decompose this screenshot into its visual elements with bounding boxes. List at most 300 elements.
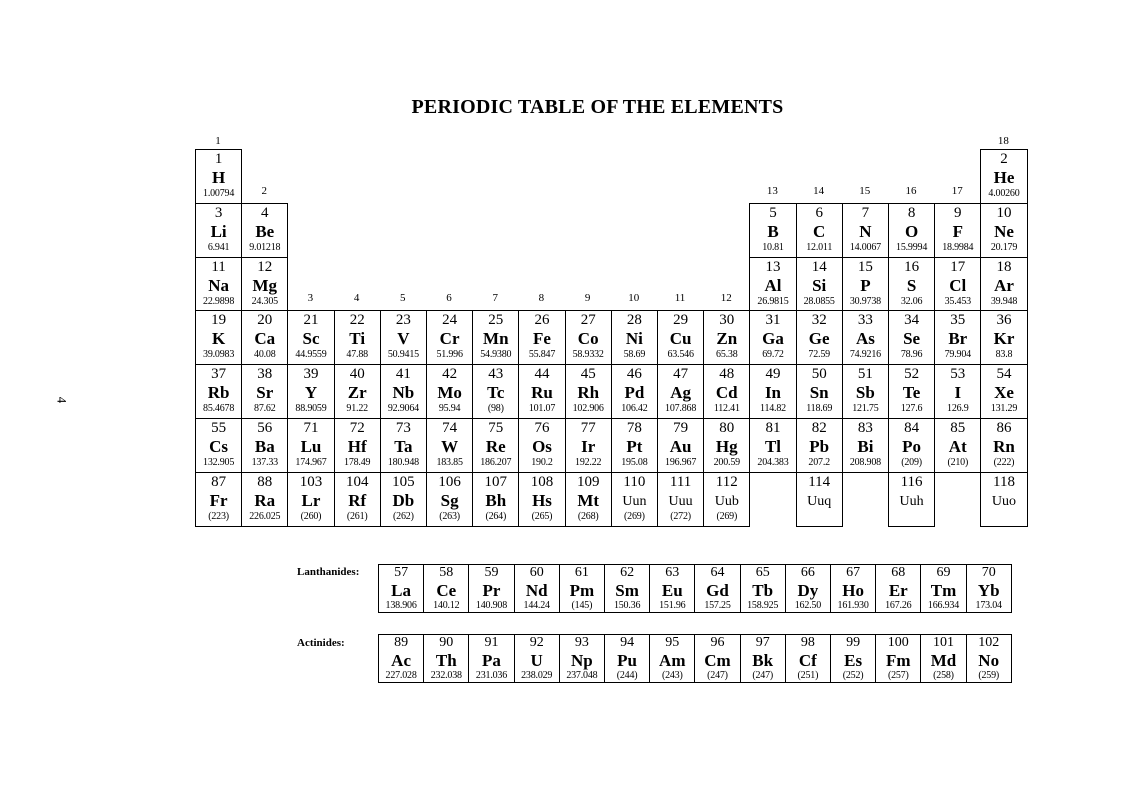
element-symbol: Li <box>210 221 227 241</box>
element-cell-uub <box>703 472 750 527</box>
page-title: PERIODIC TABLE OF THE ELEMENTS <box>411 96 784 118</box>
atomic-mass: 58.69 <box>623 349 646 361</box>
element-symbol: As <box>855 329 875 349</box>
atomic-number: 67 <box>846 565 861 580</box>
group-label-18: 18 <box>997 135 1009 147</box>
atomic-number: 52 <box>904 366 920 383</box>
atomic-mass: 112.41 <box>713 403 740 415</box>
atomic-mass: 58.9332 <box>572 349 604 361</box>
atomic-mass: 15.9994 <box>896 241 928 253</box>
element-cell-k <box>195 310 242 365</box>
element-symbol: Hf <box>347 437 367 456</box>
atomic-mass: 226.025 <box>249 510 281 522</box>
atomic-number: 19 <box>211 312 227 329</box>
atomic-number: 51 <box>857 366 873 383</box>
element-cell-at <box>934 418 981 473</box>
element-cell-cd <box>703 364 750 419</box>
element-symbol: Ca <box>254 329 276 349</box>
atomic-number: 26 <box>534 312 550 329</box>
element-symbol: Am <box>659 651 686 670</box>
atomic-number: 36 <box>996 312 1012 329</box>
element-cell-te <box>888 364 935 419</box>
atomic-mass: (269) <box>716 510 738 522</box>
atomic-number: 64 <box>710 565 725 580</box>
element-cell-hs <box>518 472 565 527</box>
element-symbol: Br <box>948 329 968 349</box>
element-cell-o <box>888 203 935 258</box>
element-cell-eu <box>649 564 695 613</box>
atomic-mass: (209) <box>901 457 922 468</box>
element-symbol: Cf <box>798 651 817 670</box>
atomic-mass: 28.0855 <box>803 295 835 307</box>
element-cell-pr <box>468 564 514 613</box>
atomic-mass: (247) <box>752 670 774 681</box>
element-symbol: Kr <box>993 329 1015 349</box>
element-cell-hf <box>334 418 381 473</box>
atomic-mass: 91.22 <box>346 403 368 415</box>
element-cell-u <box>514 634 560 683</box>
element-symbol: H <box>211 168 226 187</box>
atomic-number: 81 <box>765 420 781 436</box>
element-symbol: Rn <box>993 437 1015 456</box>
element-cell-fr <box>195 472 242 527</box>
element-symbol: Er <box>888 581 908 600</box>
atomic-mass: 50.9415 <box>387 349 419 361</box>
atomic-number: 45 <box>580 366 596 383</box>
element-symbol: Se <box>903 329 921 349</box>
element-symbol: Pm <box>569 581 595 600</box>
atomic-number: 62 <box>620 565 635 580</box>
atomic-mass: 140.908 <box>475 600 508 611</box>
element-symbol: Uun <box>622 493 647 509</box>
atomic-mass: 78.96 <box>900 349 923 361</box>
atomic-number: 102 <box>978 635 1000 650</box>
element-symbol: Zr <box>347 383 367 403</box>
element-symbol: Fe <box>533 329 551 349</box>
atomic-number: 100 <box>887 635 909 650</box>
element-symbol: Al <box>764 275 782 295</box>
atomic-mass: 196.967 <box>665 457 697 468</box>
atomic-number: 10 <box>996 204 1012 221</box>
element-symbol: Cl <box>949 275 967 295</box>
element-symbol: Lr <box>301 490 321 510</box>
element-cell-cu <box>657 310 704 365</box>
element-cell-np <box>559 634 605 683</box>
atomic-mass: 192.22 <box>575 457 602 468</box>
element-symbol: Ta <box>394 437 413 456</box>
element-cell-na <box>195 257 242 312</box>
group-label-1: 1 <box>215 135 221 147</box>
element-symbol: Ge <box>808 329 830 349</box>
atomic-mass: 54.9380 <box>480 349 512 361</box>
atomic-number: 5 <box>769 204 777 221</box>
element-cell-in <box>749 364 796 419</box>
element-cell-ne <box>980 203 1027 258</box>
element-cell-w <box>426 418 473 473</box>
element-cell-si <box>796 257 843 312</box>
atomic-mass: 158.925 <box>747 600 779 611</box>
atomic-mass: (263) <box>439 510 460 522</box>
element-symbol: Rf <box>348 490 367 510</box>
atomic-mass: 6.941 <box>207 241 230 253</box>
element-cell-uuo <box>980 472 1027 527</box>
atomic-mass: (243) <box>661 670 683 681</box>
atomic-mass: (210) <box>947 457 969 468</box>
atomic-number: 54 <box>996 366 1012 383</box>
element-cell-rf <box>334 472 381 527</box>
element-cell-pm <box>559 564 605 613</box>
atomic-mass: (259) <box>978 670 1000 681</box>
atomic-mass: 180.948 <box>387 457 419 468</box>
element-cell-bi <box>842 418 889 473</box>
element-cell-nd <box>514 564 560 613</box>
group-label-16: 16 <box>905 184 917 197</box>
element-cell-no <box>966 634 1012 683</box>
atomic-mass: 208.908 <box>849 457 881 468</box>
group-label-4: 4 <box>353 292 360 305</box>
atomic-number: 38 <box>257 366 273 383</box>
atomic-mass: 183.85 <box>436 457 463 468</box>
element-cell-cl <box>934 257 981 312</box>
atomic-number: 103 <box>299 473 323 490</box>
atomic-number: 86 <box>996 420 1012 436</box>
element-cell-nb <box>380 364 427 419</box>
element-symbol: Eu <box>661 581 683 600</box>
atomic-number: 40 <box>349 366 365 383</box>
element-cell-p <box>842 257 889 312</box>
atomic-number: 65 <box>755 565 770 580</box>
element-cell-c <box>796 203 843 258</box>
atomic-number: 83 <box>857 420 873 436</box>
element-symbol: Rb <box>207 383 230 403</box>
element-cell-pa <box>468 634 514 683</box>
element-cell-re <box>472 418 519 473</box>
element-cell-au <box>657 418 704 473</box>
atomic-number: 112 <box>715 473 738 490</box>
element-cell-h <box>195 149 242 204</box>
atomic-number: 101 <box>932 635 954 650</box>
group-label-5: 5 <box>400 292 406 305</box>
atomic-mass: (223) <box>208 510 229 522</box>
element-symbol: Ni <box>625 329 643 349</box>
element-cell-yb <box>966 564 1012 613</box>
element-symbol: N <box>859 221 872 241</box>
atomic-number: 72 <box>349 420 365 436</box>
atomic-number: 16 <box>904 258 920 275</box>
element-symbol: Md <box>930 651 957 670</box>
atomic-number: 35 <box>950 312 966 329</box>
atomic-number: 69 <box>936 565 951 580</box>
element-symbol: Pr <box>482 581 501 600</box>
element-symbol: Tb <box>752 581 774 600</box>
atomic-number: 7 <box>861 204 870 221</box>
element-symbol: Cm <box>704 651 731 670</box>
atomic-number: 89 <box>394 635 409 650</box>
atomic-number: 44 <box>534 366 550 383</box>
element-symbol: Mo <box>437 383 462 403</box>
atomic-mass: 65.38 <box>716 349 738 361</box>
atomic-number: 66 <box>800 565 815 580</box>
element-symbol: Ac <box>391 651 411 670</box>
atomic-mass: 227.028 <box>385 670 417 681</box>
element-cell-zn <box>703 310 750 365</box>
atomic-number: 15 <box>857 258 873 275</box>
element-symbol: Mg <box>252 275 278 295</box>
atomic-mass: 79.904 <box>944 349 971 361</box>
element-symbol: Na <box>208 275 229 295</box>
element-symbol: S <box>906 275 917 295</box>
atomic-mass: (258) <box>933 670 954 681</box>
atomic-mass: 131.29 <box>990 403 1018 415</box>
element-symbol: Os <box>532 437 552 456</box>
group-label-7: 7 <box>492 292 498 305</box>
atomic-mass: 137.33 <box>251 457 278 468</box>
element-symbol: Bk <box>752 651 774 670</box>
atomic-mass: 161.930 <box>837 600 869 611</box>
atomic-number: 18 <box>996 258 1012 275</box>
atomic-number: 93 <box>574 635 589 650</box>
element-cell-br <box>934 310 981 365</box>
atomic-number: 106 <box>438 473 461 490</box>
element-symbol: Ir <box>581 437 596 456</box>
element-cell-kr <box>980 310 1027 365</box>
atomic-number: 37 <box>211 366 227 383</box>
element-cell-er <box>875 564 921 613</box>
atomic-mass: 237.048 <box>566 670 598 681</box>
atomic-number: 58 <box>439 565 454 580</box>
atomic-number: 85 <box>950 420 966 436</box>
element-symbol: Nd <box>525 581 548 600</box>
element-cell-uuq <box>796 472 843 527</box>
element-symbol: W <box>441 437 459 456</box>
element-cell-rb <box>195 364 242 419</box>
atomic-mass: 92.9064 <box>387 403 419 415</box>
atomic-number: 31 <box>765 312 781 329</box>
element-symbol: Sc <box>302 329 320 349</box>
element-cell-ta <box>380 418 427 473</box>
atomic-number: 48 <box>719 366 735 383</box>
atomic-number: 3 <box>214 204 223 221</box>
element-symbol: Cd <box>715 383 738 403</box>
atomic-number: 43 <box>488 366 504 383</box>
element-symbol: He <box>993 168 1015 187</box>
element-symbol: Po <box>902 437 922 456</box>
atomic-number: 94 <box>620 635 635 650</box>
element-symbol: Ag <box>670 383 691 403</box>
atomic-mass: 107.868 <box>665 403 697 415</box>
atomic-number: 23 <box>395 312 411 329</box>
atomic-mass: 174.967 <box>295 457 327 468</box>
element-cell-tm <box>920 564 966 613</box>
atomic-number: 17 <box>950 258 966 275</box>
element-cell-cs <box>195 418 242 473</box>
element-symbol: Pu <box>617 651 638 670</box>
group-label-8: 8 <box>538 292 545 305</box>
atomic-mass: 167.26 <box>885 600 912 611</box>
element-cell-uuh <box>888 472 935 527</box>
atomic-mass: 231.036 <box>475 670 508 681</box>
atomic-number: 108 <box>530 473 554 490</box>
atomic-mass: 35.453 <box>944 295 971 307</box>
atomic-number: 99 <box>846 635 861 650</box>
element-symbol: Co <box>577 329 599 349</box>
atomic-mass: 85.4678 <box>203 403 235 415</box>
element-cell-ba <box>241 418 288 473</box>
atomic-number: 110 <box>623 473 646 490</box>
element-symbol: Mt <box>577 490 600 510</box>
atomic-mass: 18.9984 <box>942 241 974 253</box>
atomic-number: 12 <box>257 258 273 275</box>
atomic-mass: (252) <box>842 670 864 681</box>
element-cell-sm <box>604 564 650 613</box>
atomic-mass: 39.0983 <box>203 349 235 361</box>
atomic-number: 97 <box>755 635 770 650</box>
atomic-number: 24 <box>442 312 458 329</box>
element-symbol: Au <box>669 437 692 456</box>
element-symbol: Cs <box>209 437 229 456</box>
element-symbol: Pd <box>624 383 645 403</box>
element-cell-tl <box>749 418 796 473</box>
atomic-number: 60 <box>529 565 544 580</box>
element-cell-sr <box>241 364 288 419</box>
element-symbol: Lu <box>300 437 322 456</box>
element-symbol: P <box>860 275 871 295</box>
element-cell-bk <box>740 634 786 683</box>
atomic-mass: 44.9559 <box>295 349 327 361</box>
atomic-mass: 157.25 <box>704 600 731 611</box>
atomic-mass: 32.06 <box>900 295 923 307</box>
group-label-3: 3 <box>307 292 314 305</box>
atomic-number: 59 <box>484 565 499 580</box>
atomic-mass: 10.81 <box>762 241 784 253</box>
element-symbol: Uuq <box>807 493 832 509</box>
atomic-number: 55 <box>211 420 227 436</box>
atomic-mass: 51.996 <box>436 349 463 361</box>
element-symbol: Sb <box>855 383 875 403</box>
element-cell-zr <box>334 364 381 419</box>
atomic-number: 87 <box>211 473 227 490</box>
atomic-number: 1 <box>214 151 223 167</box>
atomic-mass: (247) <box>707 670 728 681</box>
element-cell-lr <box>287 472 334 527</box>
element-cell-se <box>888 310 935 365</box>
element-cell-pd <box>611 364 658 419</box>
atomic-number: 2 <box>1000 151 1008 167</box>
atomic-mass: 106.42 <box>621 403 648 415</box>
element-cell-b <box>749 203 796 258</box>
element-cell-ag <box>657 364 704 419</box>
atomic-mass: 39.948 <box>990 295 1018 307</box>
atomic-number: 39 <box>303 366 319 383</box>
atomic-mass: 83.8 <box>995 349 1013 361</box>
atomic-number: 27 <box>580 312 596 329</box>
element-symbol: Rh <box>577 383 600 403</box>
element-cell-dy <box>785 564 831 613</box>
element-cell-ra <box>241 472 288 527</box>
element-symbol: La <box>391 581 412 600</box>
element-cell-sn <box>796 364 843 419</box>
atomic-mass: 4.00260 <box>988 188 1020 199</box>
element-cell-pt <box>611 418 658 473</box>
element-symbol: V <box>397 329 410 349</box>
group-label-10: 10 <box>628 292 640 305</box>
atomic-mass: (269) <box>624 510 645 522</box>
atomic-number: 41 <box>395 366 411 383</box>
element-cell-th <box>423 634 469 683</box>
atomic-number: 63 <box>665 565 680 580</box>
atomic-number: 49 <box>765 366 781 383</box>
element-cell-tb <box>740 564 786 613</box>
atomic-mass: 14.0067 <box>849 241 881 253</box>
element-cell-ni <box>611 310 658 365</box>
element-cell-ac <box>378 634 424 683</box>
element-symbol: Ti <box>349 329 366 349</box>
element-cell-os <box>518 418 565 473</box>
element-cell-gd <box>694 564 740 613</box>
element-symbol: B <box>767 221 779 241</box>
element-symbol: Ba <box>254 437 275 456</box>
atomic-mass: 1.00794 <box>203 188 235 199</box>
atomic-number: 22 <box>349 312 365 329</box>
element-cell-he <box>980 149 1027 204</box>
atomic-mass: (244) <box>616 670 638 681</box>
atomic-number: 118 <box>993 473 1015 490</box>
atomic-mass: 126.9 <box>947 403 969 415</box>
actinides-label: Actinides: <box>297 637 345 649</box>
element-cell-ce <box>423 564 469 613</box>
group-label-15: 15 <box>859 184 871 197</box>
element-symbol: Ce <box>436 581 457 600</box>
atomic-mass: 69.72 <box>762 349 784 361</box>
element-cell-al <box>749 257 796 312</box>
atomic-number: 84 <box>904 420 920 436</box>
element-symbol: Ar <box>994 275 1014 295</box>
atomic-number: 56 <box>257 420 273 436</box>
atomic-number: 13 <box>765 258 781 275</box>
element-symbol: In <box>764 383 782 403</box>
atomic-number: 104 <box>345 473 369 490</box>
atomic-number: 11 <box>211 258 226 275</box>
atomic-number: 46 <box>626 366 642 383</box>
atomic-mass: 88.9059 <box>295 403 327 415</box>
element-symbol: Bh <box>485 490 507 510</box>
atomic-mass: 190.2 <box>531 457 553 468</box>
atomic-number: 107 <box>484 473 508 490</box>
element-cell-pu <box>604 634 650 683</box>
element-cell-ir <box>565 418 612 473</box>
atomic-number: 8 <box>907 204 916 221</box>
element-symbol: Hg <box>715 437 738 456</box>
lanthanides-label: Lanthanides: <box>297 566 360 578</box>
element-symbol: Zn <box>716 329 738 349</box>
element-symbol: Db <box>392 490 415 510</box>
element-symbol: Fm <box>886 651 911 670</box>
element-cell-ru <box>518 364 565 419</box>
atomic-mass: 9.01218 <box>249 241 281 253</box>
atomic-number: 74 <box>442 420 458 436</box>
element-symbol: Bi <box>857 437 874 456</box>
atomic-number: 91 <box>484 635 499 650</box>
element-symbol: Tm <box>930 581 957 600</box>
element-cell-y <box>287 364 334 419</box>
element-symbol: Np <box>571 651 593 670</box>
atomic-mass: 195.08 <box>621 457 648 468</box>
atomic-mass: 63.546 <box>667 349 694 361</box>
element-symbol: O <box>904 221 919 241</box>
element-cell-bh <box>472 472 519 527</box>
element-cell-pb <box>796 418 843 473</box>
atomic-number: 29 <box>673 312 689 329</box>
